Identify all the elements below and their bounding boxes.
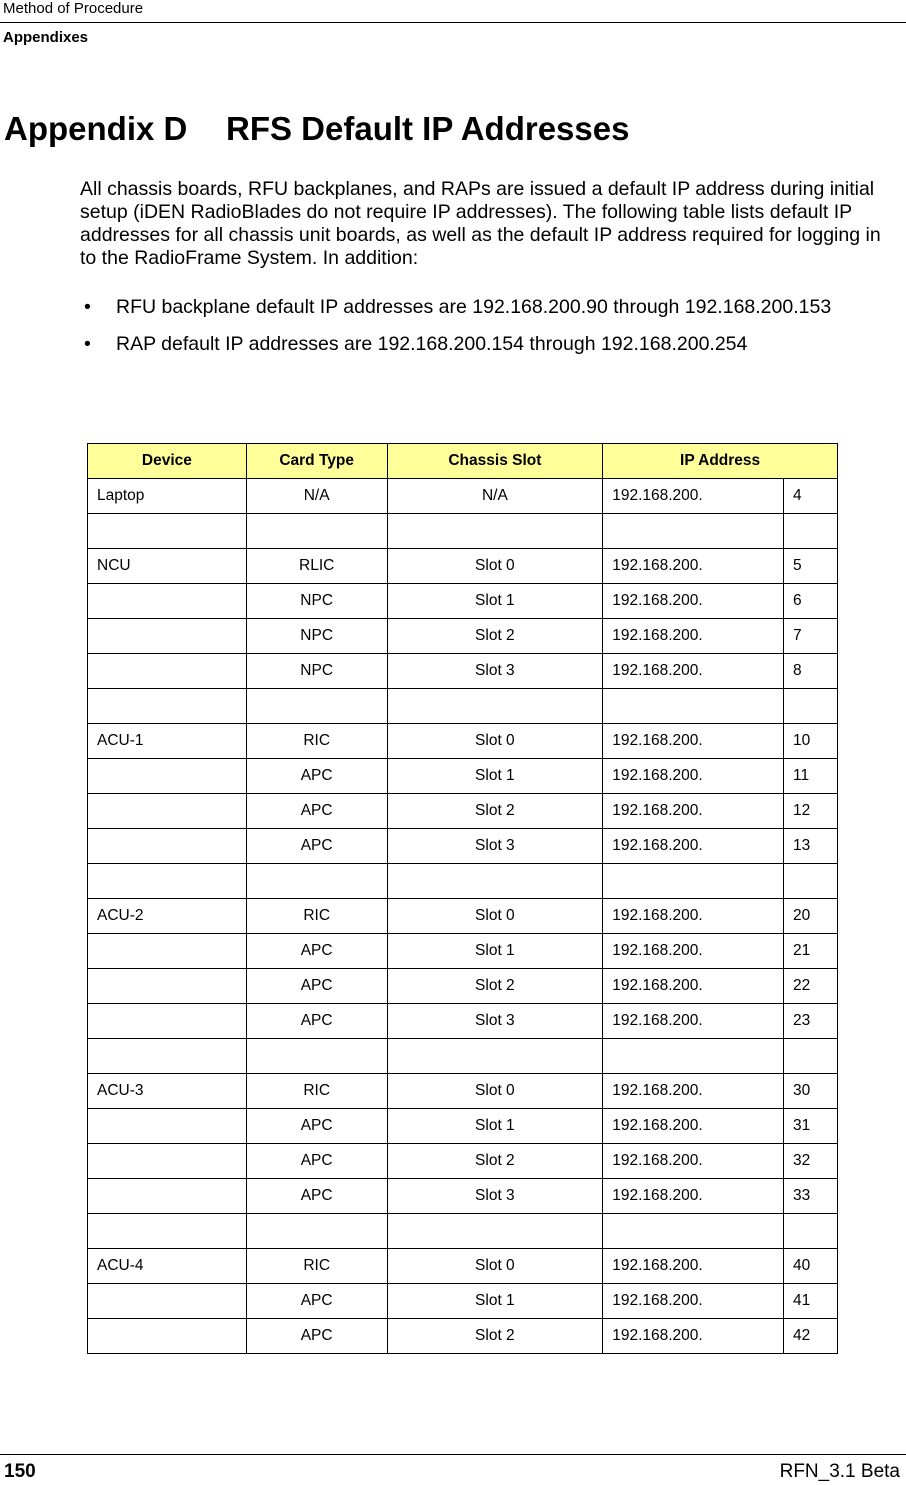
table-body bbox=[88, 479, 838, 1354]
cell-ip-prefix: 192.168.200. bbox=[603, 829, 784, 864]
cell-card-type bbox=[246, 864, 387, 899]
cell-ip-prefix: 192.168.200. bbox=[603, 724, 784, 759]
cell-device: NCU bbox=[88, 549, 247, 584]
cell-device: Laptop bbox=[88, 479, 247, 514]
cell-ip-prefix: 192.168.200. bbox=[603, 584, 784, 619]
cell-ip-prefix: 192.168.200. bbox=[603, 1284, 784, 1319]
cell-card-type: APC bbox=[246, 934, 387, 969]
cell-card-type: RIC bbox=[246, 899, 387, 934]
cell-ip-octet: 6 bbox=[784, 584, 838, 619]
appendix-number: Appendix D bbox=[4, 110, 188, 147]
cell-ip-prefix: 192.168.200. bbox=[603, 479, 784, 514]
cell-chassis-slot: Slot 3 bbox=[387, 829, 603, 864]
cell-device bbox=[88, 934, 247, 969]
cell-chassis-slot: Slot 0 bbox=[387, 724, 603, 759]
cell-chassis-slot bbox=[387, 689, 603, 724]
cell-chassis-slot bbox=[387, 864, 603, 899]
table-row bbox=[88, 934, 838, 969]
cell-card-type: APC bbox=[246, 1179, 387, 1214]
table-row bbox=[88, 864, 838, 899]
cell-ip-octet bbox=[784, 1039, 838, 1074]
bullet-text: RAP default IP addresses are 192.168.200.154 through 192.168.200.254 bbox=[116, 333, 748, 355]
cell-chassis-slot: Slot 1 bbox=[387, 1109, 603, 1144]
cell-ip-octet: 11 bbox=[784, 759, 838, 794]
cell-ip-prefix bbox=[603, 864, 784, 899]
cell-ip-octet: 31 bbox=[784, 1109, 838, 1144]
cell-device: ACU-3 bbox=[88, 1074, 247, 1109]
cell-card-type: NPC bbox=[246, 619, 387, 654]
cell-device bbox=[88, 619, 247, 654]
cell-card-type: NPC bbox=[246, 654, 387, 689]
table-row bbox=[88, 899, 838, 934]
cell-ip-prefix: 192.168.200. bbox=[603, 1179, 784, 1214]
cell-device bbox=[88, 1284, 247, 1319]
cell-chassis-slot: Slot 0 bbox=[387, 1249, 603, 1284]
cell-card-type bbox=[246, 1039, 387, 1074]
cell-chassis-slot: Slot 2 bbox=[387, 969, 603, 1004]
cell-ip-octet bbox=[784, 514, 838, 549]
cell-chassis-slot: Slot 2 bbox=[387, 619, 603, 654]
table-row bbox=[88, 654, 838, 689]
cell-card-type: N/A bbox=[246, 479, 387, 514]
cell-chassis-slot: Slot 2 bbox=[387, 1319, 603, 1354]
cell-ip-prefix: 192.168.200. bbox=[603, 759, 784, 794]
cell-card-type: APC bbox=[246, 829, 387, 864]
cell-ip-prefix: 192.168.200. bbox=[603, 969, 784, 1004]
cell-ip-prefix: 192.168.200. bbox=[603, 899, 784, 934]
table-row bbox=[88, 1284, 838, 1319]
cell-chassis-slot: Slot 1 bbox=[387, 759, 603, 794]
cell-ip-prefix: 192.168.200. bbox=[603, 549, 784, 584]
cell-ip-prefix bbox=[603, 689, 784, 724]
cell-card-type bbox=[246, 514, 387, 549]
page-footer bbox=[0, 1454, 906, 1485]
cell-ip-octet: 21 bbox=[784, 934, 838, 969]
table-row bbox=[88, 514, 838, 549]
cell-ip-prefix: 192.168.200. bbox=[603, 934, 784, 969]
cell-card-type: APC bbox=[246, 969, 387, 1004]
table-row bbox=[88, 1109, 838, 1144]
cell-chassis-slot: Slot 0 bbox=[387, 1074, 603, 1109]
intro-paragraph: All chassis boards, RFU backplanes, and RAPs are issued a default IP address during initial setup (iDEN RadioBlades do not require IP addresses). The following table lists default IP addresses for all chassis unit boards, as well as the default IP address required for logging in to the RadioFrame System. In addition: bbox=[80, 178, 881, 269]
cell-ip-prefix bbox=[603, 1039, 784, 1074]
header-card-type: Card Type bbox=[246, 444, 387, 479]
cell-card-type: RLIC bbox=[246, 549, 387, 584]
table-row bbox=[88, 1179, 838, 1214]
cell-device bbox=[88, 1109, 247, 1144]
cell-card-type: APC bbox=[246, 1004, 387, 1039]
cell-device bbox=[88, 1039, 247, 1074]
cell-device bbox=[88, 584, 247, 619]
ip-address-table bbox=[87, 443, 838, 1354]
section-label: Appendixes bbox=[3, 29, 89, 46]
page-number: 150 bbox=[4, 1461, 36, 1482]
cell-ip-octet: 30 bbox=[784, 1074, 838, 1109]
bullet-icon: • bbox=[84, 333, 91, 355]
cell-card-type: APC bbox=[246, 1144, 387, 1179]
cell-ip-octet: 5 bbox=[784, 549, 838, 584]
table-row bbox=[88, 1074, 838, 1109]
bullet-item bbox=[80, 296, 902, 319]
cell-ip-prefix: 192.168.200. bbox=[603, 1074, 784, 1109]
header-ip-address: IP Address bbox=[603, 444, 838, 479]
cell-device bbox=[88, 1214, 247, 1249]
cell-chassis-slot: Slot 1 bbox=[387, 1284, 603, 1319]
table-row bbox=[88, 549, 838, 584]
cell-card-type: APC bbox=[246, 1284, 387, 1319]
cell-card-type: RIC bbox=[246, 1249, 387, 1284]
table-row bbox=[88, 689, 838, 724]
cell-card-type: NPC bbox=[246, 584, 387, 619]
document-version: RFN_3.1 Beta bbox=[779, 1461, 900, 1482]
cell-chassis-slot: Slot 1 bbox=[387, 584, 603, 619]
table-row bbox=[88, 759, 838, 794]
cell-card-type: APC bbox=[246, 794, 387, 829]
table-header-row bbox=[88, 444, 838, 479]
cell-ip-octet: 41 bbox=[784, 1284, 838, 1319]
cell-device bbox=[88, 514, 247, 549]
table-row bbox=[88, 1249, 838, 1284]
cell-card-type: APC bbox=[246, 759, 387, 794]
cell-chassis-slot: Slot 3 bbox=[387, 1179, 603, 1214]
table-row bbox=[88, 619, 838, 654]
cell-ip-octet bbox=[784, 864, 838, 899]
bullet-list bbox=[80, 296, 902, 370]
table-row bbox=[88, 1214, 838, 1249]
cell-ip-octet: 13 bbox=[784, 829, 838, 864]
table-row bbox=[88, 794, 838, 829]
cell-chassis-slot: Slot 0 bbox=[387, 899, 603, 934]
cell-card-type: APC bbox=[246, 1109, 387, 1144]
cell-ip-prefix: 192.168.200. bbox=[603, 1319, 784, 1354]
table-row bbox=[88, 584, 838, 619]
bullet-item bbox=[80, 333, 902, 356]
bullet-text: RFU backplane default IP addresses are 192.168.200.90 through 192.168.200.153 bbox=[116, 296, 832, 318]
cell-ip-prefix: 192.168.200. bbox=[603, 1004, 784, 1039]
header-device: Device bbox=[88, 444, 247, 479]
cell-chassis-slot: Slot 2 bbox=[387, 1144, 603, 1179]
cell-ip-prefix: 192.168.200. bbox=[603, 794, 784, 829]
cell-device bbox=[88, 1144, 247, 1179]
cell-device bbox=[88, 689, 247, 724]
appendix-heading bbox=[4, 110, 629, 148]
cell-device: ACU-4 bbox=[88, 1249, 247, 1284]
table-row bbox=[88, 829, 838, 864]
table-row bbox=[88, 1144, 838, 1179]
cell-card-type: RIC bbox=[246, 724, 387, 759]
cell-device bbox=[88, 654, 247, 689]
cell-ip-octet: 32 bbox=[784, 1144, 838, 1179]
cell-device bbox=[88, 1004, 247, 1039]
cell-ip-prefix bbox=[603, 514, 784, 549]
cell-ip-prefix: 192.168.200. bbox=[603, 1109, 784, 1144]
document-title: Method of Procedure bbox=[3, 0, 144, 17]
table-row bbox=[88, 1004, 838, 1039]
cell-chassis-slot: Slot 3 bbox=[387, 1004, 603, 1039]
cell-ip-prefix bbox=[603, 1214, 784, 1249]
cell-card-type bbox=[246, 1214, 387, 1249]
cell-ip-prefix: 192.168.200. bbox=[603, 1144, 784, 1179]
cell-chassis-slot: Slot 2 bbox=[387, 794, 603, 829]
cell-ip-octet: 23 bbox=[784, 1004, 838, 1039]
cell-chassis-slot bbox=[387, 514, 603, 549]
page-header bbox=[0, 0, 906, 23]
table-row bbox=[88, 1319, 838, 1354]
cell-chassis-slot bbox=[387, 1214, 603, 1249]
cell-ip-octet bbox=[784, 689, 838, 724]
cell-device bbox=[88, 1319, 247, 1354]
cell-device bbox=[88, 794, 247, 829]
cell-ip-prefix: 192.168.200. bbox=[603, 619, 784, 654]
table-row bbox=[88, 1039, 838, 1074]
cell-chassis-slot: Slot 3 bbox=[387, 654, 603, 689]
cell-card-type bbox=[246, 689, 387, 724]
cell-ip-octet: 8 bbox=[784, 654, 838, 689]
cell-card-type: RIC bbox=[246, 1074, 387, 1109]
cell-ip-octet: 42 bbox=[784, 1319, 838, 1354]
cell-ip-octet: 7 bbox=[784, 619, 838, 654]
cell-ip-octet: 12 bbox=[784, 794, 838, 829]
cell-ip-prefix: 192.168.200. bbox=[603, 654, 784, 689]
appendix-title: RFS Default IP Addresses bbox=[226, 110, 630, 147]
cell-ip-octet: 4 bbox=[784, 479, 838, 514]
cell-ip-octet: 22 bbox=[784, 969, 838, 1004]
bullet-icon: • bbox=[84, 296, 91, 318]
cell-chassis-slot: N/A bbox=[387, 479, 603, 514]
table-row bbox=[88, 724, 838, 759]
cell-chassis-slot: Slot 0 bbox=[387, 549, 603, 584]
cell-ip-octet: 10 bbox=[784, 724, 838, 759]
cell-chassis-slot: Slot 1 bbox=[387, 934, 603, 969]
cell-device bbox=[88, 759, 247, 794]
table-row bbox=[88, 969, 838, 1004]
cell-device bbox=[88, 829, 247, 864]
cell-card-type: APC bbox=[246, 1319, 387, 1354]
table-row bbox=[88, 479, 838, 514]
cell-device: ACU-2 bbox=[88, 899, 247, 934]
cell-ip-octet: 33 bbox=[784, 1179, 838, 1214]
cell-ip-octet bbox=[784, 1214, 838, 1249]
cell-chassis-slot bbox=[387, 1039, 603, 1074]
cell-ip-octet: 20 bbox=[784, 899, 838, 934]
cell-ip-octet: 40 bbox=[784, 1249, 838, 1284]
header-chassis-slot: Chassis Slot bbox=[387, 444, 603, 479]
cell-ip-prefix: 192.168.200. bbox=[603, 1249, 784, 1284]
cell-device: ACU-1 bbox=[88, 724, 247, 759]
cell-device bbox=[88, 969, 247, 1004]
cell-device bbox=[88, 1179, 247, 1214]
cell-device bbox=[88, 864, 247, 899]
